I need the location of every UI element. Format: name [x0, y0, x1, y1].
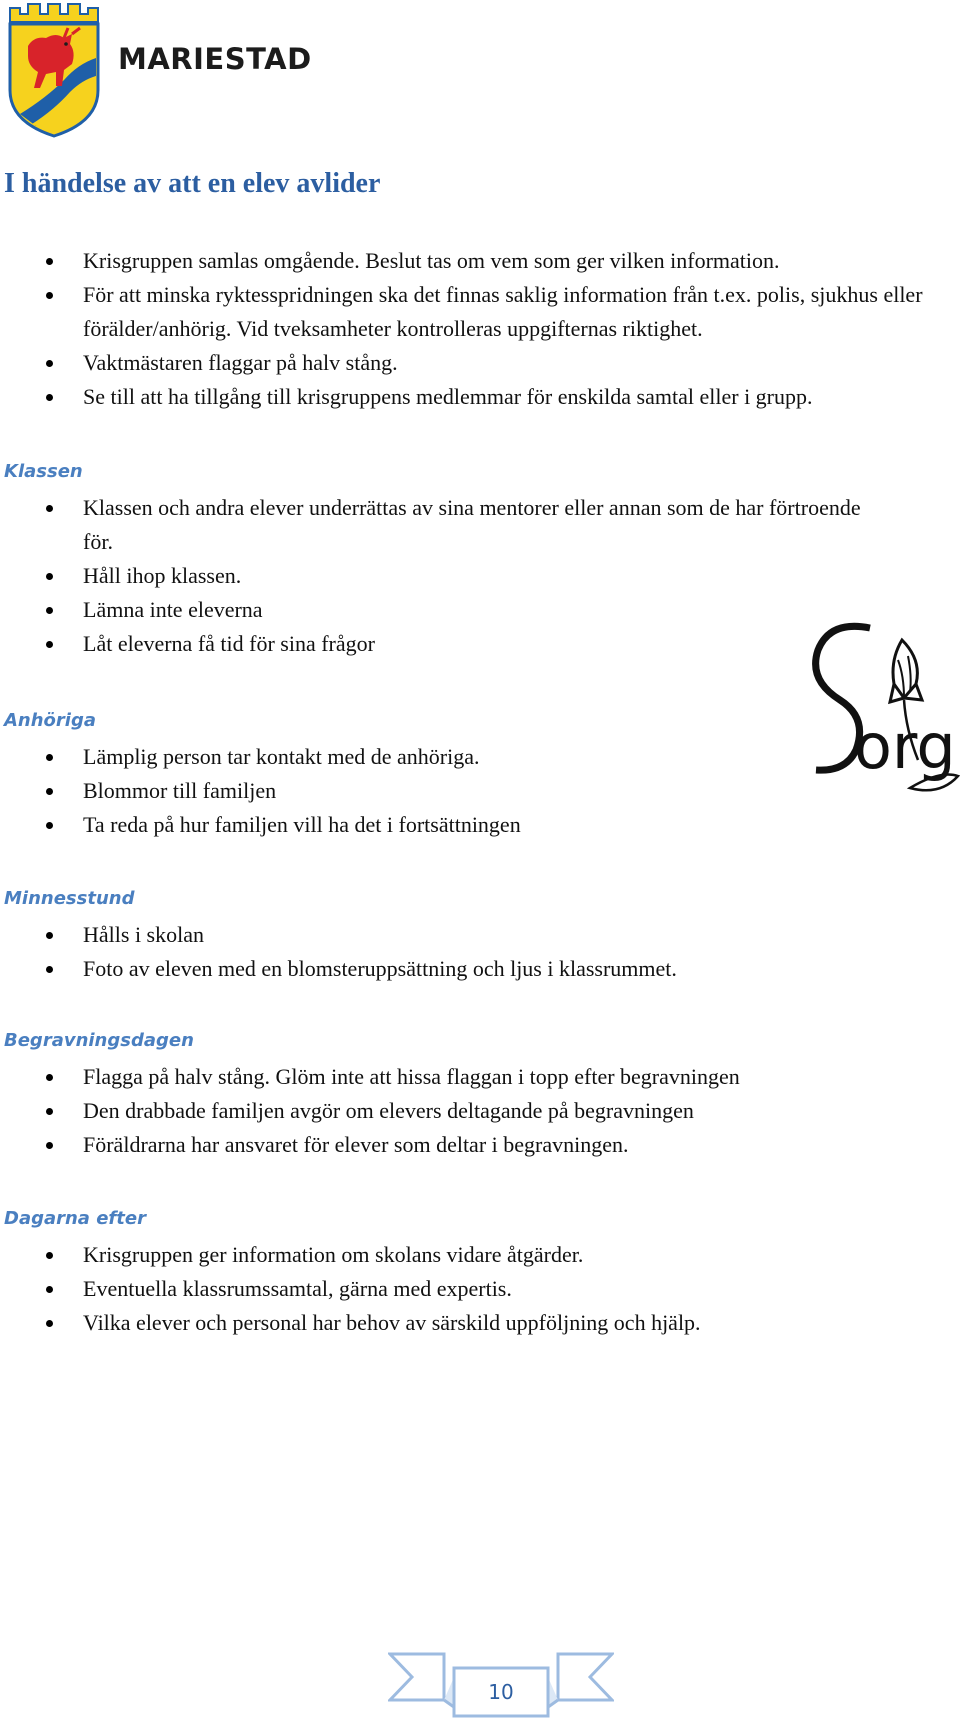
section-heading-klassen: Klassen [4, 461, 83, 482]
list-item: Vaktmästaren flaggar på halv stång. [0, 346, 960, 380]
list-item: Krisgruppen samlas omgående. Beslut tas om vem som ger vilken information. [0, 244, 960, 278]
list-item: Lämna inte eleverna [0, 593, 960, 627]
list-item: Se till att ha tillgång till krisgruppens medlemmar för enskilda samtal eller i grupp. [0, 380, 960, 414]
section-heading-begravningsdagen: Begravningsdagen [4, 1030, 194, 1051]
svg-text:org: org [854, 710, 956, 783]
list-item: För att minska ryktesspridningen ska det finnas saklig information från t.ex. polis, sjukhus eller förälder/anhörig. Vid tveksamheter kontrolleras uppgifternas riktighet. [0, 278, 960, 346]
list-item: Låt eleverna få tid för sina frågor [0, 627, 960, 661]
section-heading-anhoriga: Anhöriga [4, 710, 97, 731]
intro-list [0, 244, 960, 414]
list-item: Hålls i skolan [0, 918, 960, 952]
list-item: Den drabbade familjen avgör om elevers deltagande på begravningen [0, 1094, 960, 1128]
list-item: Foto av eleven med en blomsteruppsättning och ljus i klassrummet. [0, 952, 960, 986]
list-item: Klassen och andra elever underrättas av sina mentorer eller annan som de har förtroende för. [0, 491, 960, 559]
page-number: 10 [488, 1680, 514, 1704]
list-item: Flagga på halv stång. Glöm inte att hissa flaggan i topp efter begravningen [0, 1060, 960, 1094]
mariestad-coat-of-arms-icon [6, 2, 102, 138]
list-item: Lämplig person tar kontakt med de anhöriga. [0, 740, 960, 774]
list-item: Föräldrarna har ansvaret för elever som deltar i begravningen. [0, 1128, 960, 1162]
page-title: I händelse av att en elev avlider [4, 168, 381, 199]
anhoriga-list [0, 740, 960, 842]
minnesstund-list [0, 918, 960, 986]
mariestad-wordmark: MARIESTAD [118, 42, 312, 76]
list-item: Eventuella klassrumssamtal, gärna med expertis. [0, 1272, 960, 1306]
list-item: Blommor till familjen [0, 774, 960, 808]
section-heading-minnesstund: Minnesstund [4, 888, 135, 909]
dagarna-efter-list [0, 1238, 960, 1340]
list-item: Håll ihop klassen. [0, 559, 960, 593]
list-item: Vilka elever och personal har behov av särskild uppföljning och hjälp. [0, 1306, 960, 1340]
begravningsdagen-list [0, 1060, 960, 1162]
section-heading-dagarna-efter: Dagarna efter [4, 1208, 146, 1229]
list-item: Krisgruppen ger information om skolans vidare åtgärder. [0, 1238, 960, 1272]
list-item: Ta reda på hur familjen vill ha det i fortsättningen [0, 808, 960, 842]
